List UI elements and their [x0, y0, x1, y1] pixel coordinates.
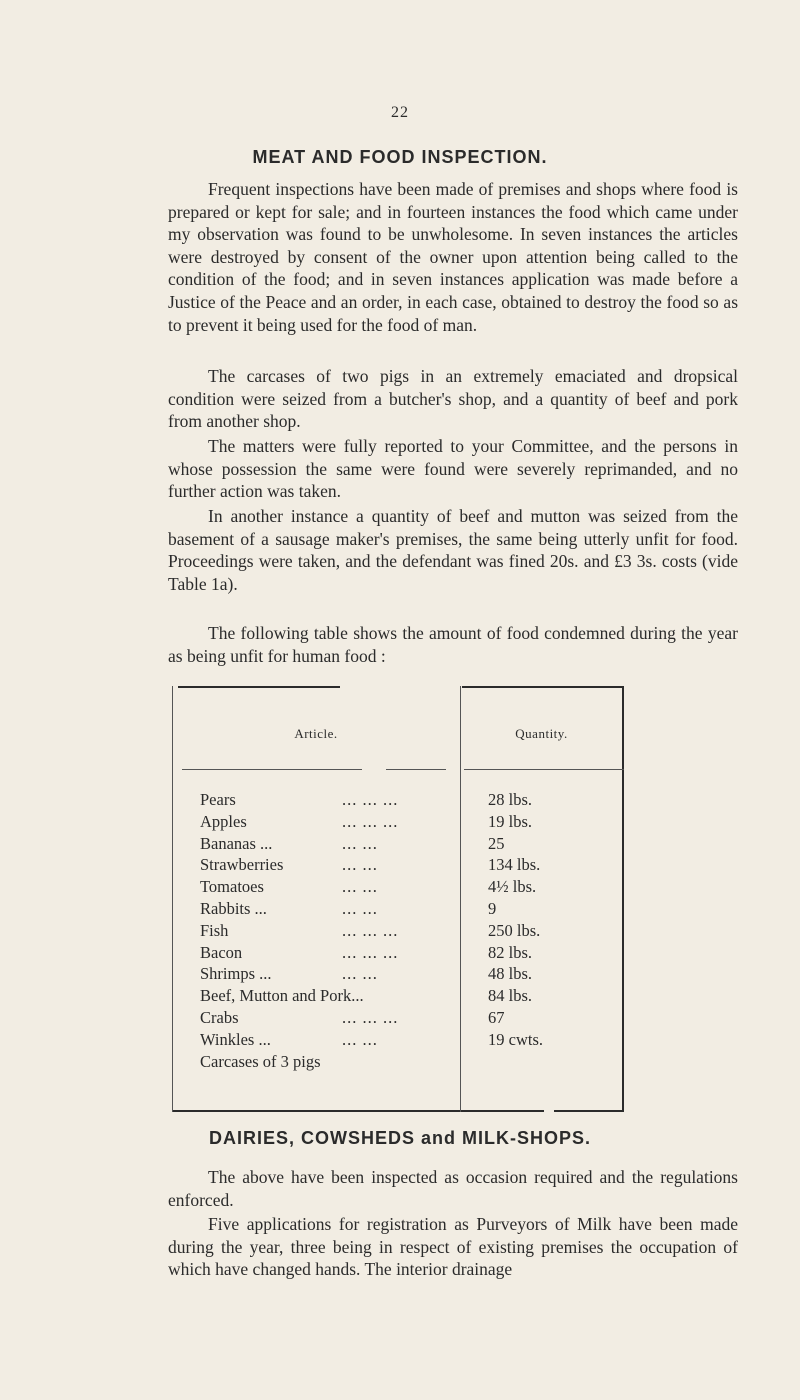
section-heading-meat-food-inspection: MEAT AND FOOD INSPECTION.	[252, 147, 548, 167]
quantity-cell: 19 cwts.	[488, 1029, 543, 1049]
table-row	[172, 899, 624, 921]
leader-dots: ... ...	[342, 855, 378, 875]
table-body	[172, 790, 624, 1073]
table-row	[172, 1030, 624, 1052]
paragraph: The above have been inspected as occasion required and the regulations enforced.	[168, 1167, 738, 1210]
article-cell: Shrimps ...	[200, 964, 272, 984]
table-row	[172, 855, 624, 877]
table-header-rule	[464, 769, 624, 770]
table-row	[172, 812, 624, 834]
article-cell: Beef, Mutton and Pork...	[200, 986, 364, 1006]
leader-dots: ... ... ...	[342, 811, 399, 831]
paragraph: In another instance a quantity of beef and mutton was seized from the basement of a sausage maker's premises, the same being utterly unfit for food. Proceedings were taken, and the defendant was fined 20s. and £3 3s. costs (vide Table 1a).	[168, 506, 738, 594]
quantity-cell: 48 lbs.	[488, 964, 533, 984]
table-row	[172, 943, 624, 965]
leader-dots: ... ...	[342, 1029, 378, 1049]
article-cell: Pears	[200, 790, 236, 809]
quantity-cell: 19 lbs.	[488, 811, 533, 831]
column-header-quantity: Quantity.	[515, 726, 568, 741]
paragraph: Five applications for registration as Purveyors of Milk have been made during the year, three being in respect of existing premises the occupation of which have changed hands. The interior drainage	[168, 1214, 738, 1280]
table-row	[172, 1008, 624, 1030]
quantity-cell: 84 lbs.	[488, 986, 533, 1006]
article-cell: Bananas ...	[200, 833, 273, 853]
article-cell: Tomatoes	[200, 877, 264, 897]
quantity-cell: 134 lbs.	[488, 855, 541, 875]
quantity-cell: 25	[488, 833, 505, 853]
quantity-cell: 4½ lbs.	[488, 877, 537, 897]
paragraph: The following table shows the amount of food condemned during the year as being unfit for human food :	[168, 623, 738, 666]
table-rule	[178, 686, 340, 688]
leader-dots: ... ...	[342, 898, 378, 918]
leader-dots: ... ... ...	[342, 942, 399, 962]
section-heading-dairies: DAIRIES, COWSHEDS and MILK-SHOPS.	[208, 1128, 592, 1148]
leader-dots: ... ... ...	[342, 790, 399, 809]
table-header-rule	[182, 769, 362, 770]
article-cell: Carcases of 3 pigs	[200, 1051, 321, 1071]
table-header-rule	[386, 769, 446, 770]
article-cell: Bacon	[200, 942, 243, 962]
food-condemned-table	[172, 686, 624, 1112]
table-row	[172, 834, 624, 856]
paragraph: The carcases of two pigs in an extremely emaciated and dropsical condition were seized from a butcher's shop, and a quantity of beef and pork from another shop.	[168, 366, 738, 432]
article-cell: Strawberries	[200, 855, 284, 875]
table-rule	[462, 686, 622, 688]
table-rule	[172, 1110, 544, 1112]
article-cell: Fish	[200, 920, 229, 940]
quantity-cell: 28 lbs.	[488, 790, 533, 809]
table-row	[172, 877, 624, 899]
quantity-cell: 9	[488, 898, 497, 918]
table-row	[172, 1052, 624, 1074]
table-row	[172, 790, 624, 812]
table-row	[172, 921, 624, 943]
paragraph: The matters were fully reported to your Committee, and the persons in whose possession the same were found were severely reprimanded, and no further action was taken.	[168, 436, 738, 502]
article-cell: Apples	[200, 811, 247, 831]
quantity-cell: 82 lbs.	[488, 942, 533, 962]
leader-dots: ... ...	[342, 964, 378, 984]
article-cell: Rabbits ...	[200, 898, 267, 918]
quantity-cell: 250 lbs.	[488, 920, 541, 940]
leader-dots: ... ...	[342, 833, 378, 853]
table-rule	[554, 1110, 624, 1112]
quantity-cell: 67	[488, 1007, 505, 1027]
column-header-article: Article.	[294, 726, 338, 741]
leader-dots: ... ...	[342, 877, 378, 897]
table-row	[172, 964, 624, 986]
article-cell: Winkles ...	[200, 1029, 271, 1049]
table-row	[172, 986, 624, 1008]
page-number: 22	[391, 104, 409, 121]
article-cell: Crabs	[200, 1007, 239, 1027]
leader-dots: ... ... ...	[342, 1007, 399, 1027]
paragraph: Frequent inspections have been made of premises and shops where food is prepared or kept for sale; and in fourteen instances the food which came under my observation was found to be unwholesome. In seven instances the articles were destroyed by consent of the owner upon attention being called to the condition of the food; and in seven instances application was made before a Justice of the Peace and an order, in each case, obtained to destroy the food so as to prevent it being used for the food of man.	[168, 179, 738, 335]
leader-dots: ... ... ...	[342, 920, 399, 940]
